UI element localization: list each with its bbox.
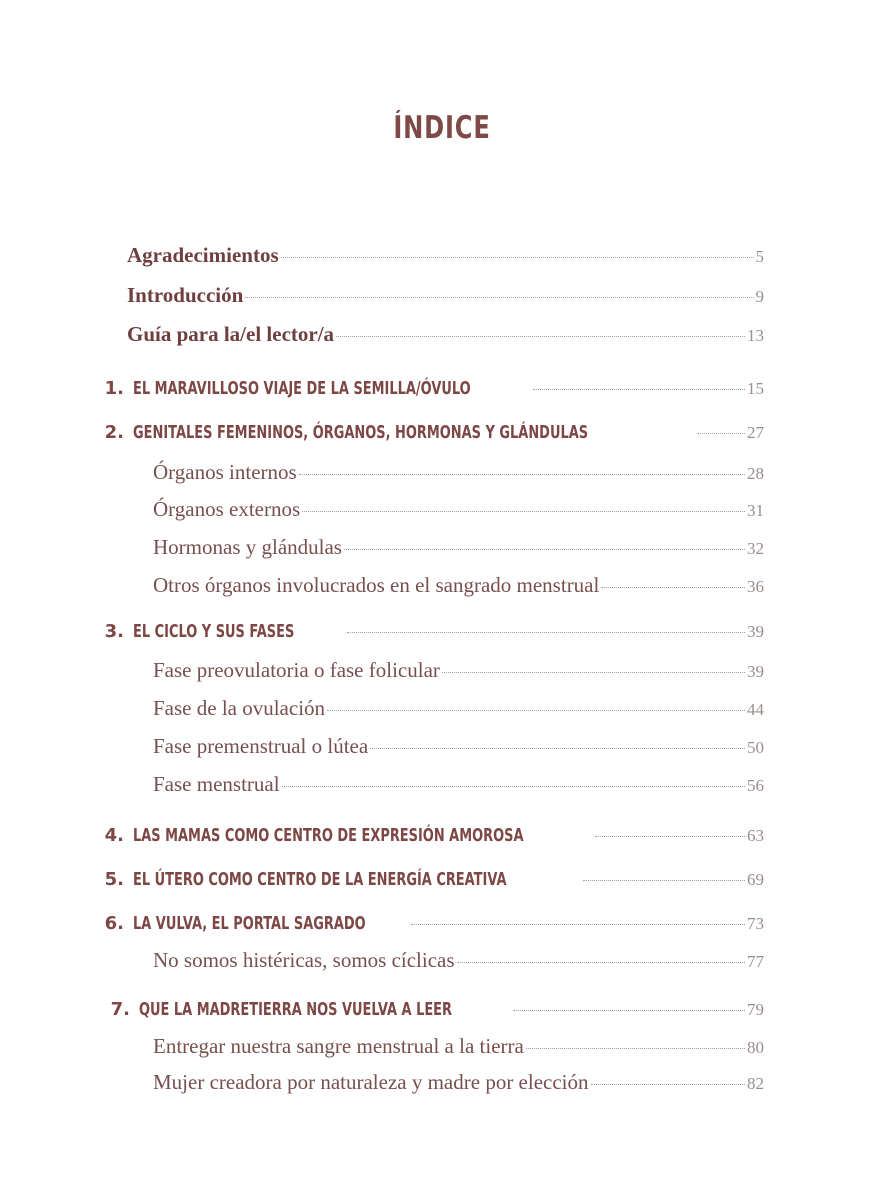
section-title: Órganos externos [153, 497, 301, 521]
dot-leader [526, 1048, 745, 1049]
toc-page-number: 27 [747, 423, 764, 442]
toc-page-number: 73 [747, 914, 764, 933]
dot-leader [595, 836, 745, 837]
toc-section[interactable] [0, 772, 884, 806]
toc-entry-guia[interactable] [0, 322, 884, 356]
toc-section[interactable] [0, 658, 884, 692]
toc-page-number: 5 [755, 247, 764, 266]
toc-section[interactable] [0, 497, 884, 531]
chapter-title: EL MARAVILLOSO VIAJE DE LA SEMILLA/ÓVULO [133, 378, 471, 399]
toc-page-number: 50 [747, 738, 764, 757]
toc-page-number: 79 [747, 1000, 764, 1019]
chapter-number: 7. [110, 999, 130, 1020]
section-title: Fase preovulatoria o fase folicular [153, 658, 440, 682]
chapter-title: GENITALES FEMENINOS, ÓRGANOS, HORMONAS Y GLÁNDULAS [133, 422, 589, 443]
section-title: Órganos internos [153, 460, 297, 484]
toc-page-number: 39 [747, 622, 764, 641]
toc-section[interactable] [0, 460, 884, 494]
toc-page-number: 28 [747, 464, 764, 483]
dot-leader [299, 474, 745, 475]
toc-section[interactable] [0, 535, 884, 569]
section-title: Entregar nuestra sangre menstrual a la tierra [153, 1034, 524, 1058]
toc-entry-label: Introducción [127, 283, 244, 307]
section-title: No somos histéricas, somos cíclicas [153, 948, 455, 972]
chapter-title: EL CICLO Y SUS FASES [133, 621, 295, 642]
toc-page-number: 80 [747, 1038, 764, 1057]
toc-page-number: 63 [747, 826, 764, 845]
dot-leader [302, 511, 745, 512]
toc-entry-introduccion[interactable] [0, 283, 884, 317]
dot-leader [344, 549, 745, 550]
chapter-title: LAS MAMAS COMO CENTRO DE EXPRESIÓN AMOROSA [133, 825, 524, 846]
section-title: Fase premenstrual o lútea [153, 734, 369, 758]
toc-page-number: 77 [747, 952, 764, 971]
section-title: Fase de la ovulación [153, 696, 326, 720]
toc-entry-label: Agradecimientos [127, 243, 279, 267]
toc-section[interactable] [0, 948, 884, 982]
dot-leader [601, 587, 745, 588]
toc-page-number: 69 [747, 870, 764, 889]
dot-leader [513, 1010, 745, 1011]
toc-page-number: 82 [747, 1074, 764, 1093]
toc-chapter-2[interactable] [0, 422, 884, 456]
dot-leader [347, 632, 745, 633]
dot-leader [457, 962, 745, 963]
chapter-number: 2. [104, 422, 124, 443]
section-title: Fase menstrual [153, 772, 280, 796]
dot-leader [583, 880, 745, 881]
section-title: Otros órganos involucrados en el sangrado menstrual [153, 573, 600, 597]
dot-leader [411, 924, 745, 925]
toc-page-number: 44 [747, 700, 764, 719]
dot-leader [327, 710, 745, 711]
section-title: Mujer creadora por naturaleza y madre por elección [153, 1070, 589, 1094]
toc-page-number: 39 [747, 662, 764, 681]
dot-leader [245, 297, 753, 298]
toc-entry-label: Guía para la/el lector/a [127, 322, 335, 346]
chapter-number: 1. [104, 378, 124, 399]
toc-chapter-7[interactable] [0, 999, 884, 1033]
dot-leader [697, 433, 745, 434]
toc-entry-agradecimientos[interactable] [0, 243, 884, 277]
toc-chapter-1[interactable] [0, 378, 884, 412]
toc-page-number: 32 [747, 539, 764, 558]
chapter-number: 4. [104, 825, 124, 846]
chapter-number: 3. [104, 621, 124, 642]
toc-section[interactable] [0, 734, 884, 768]
dot-leader [336, 336, 745, 337]
chapter-title: QUE LA MADRETIERRA NOS VUELVA A LEER [139, 999, 453, 1020]
dot-leader [282, 786, 745, 787]
dot-leader [370, 748, 745, 749]
page-title: ÍNDICE [393, 110, 491, 146]
toc-section[interactable] [0, 573, 884, 607]
toc-page-number: 13 [747, 326, 764, 345]
toc-chapter-5[interactable] [0, 869, 884, 903]
chapter-title: LA VULVA, EL PORTAL SAGRADO [133, 913, 366, 934]
toc-section[interactable] [0, 1034, 884, 1068]
dot-leader [591, 1084, 745, 1085]
chapter-title: EL ÚTERO COMO CENTRO DE LA ENERGÍA CREATIVA [133, 869, 507, 890]
toc-chapter-6[interactable] [0, 913, 884, 947]
toc-chapter-3[interactable] [0, 621, 884, 655]
section-title: Hormonas y glándulas [153, 535, 342, 559]
toc-page-number: 9 [755, 287, 764, 306]
toc-page-number: 36 [747, 577, 764, 596]
chapter-number: 6. [104, 913, 124, 934]
dot-leader [281, 257, 754, 258]
toc-section[interactable] [0, 1070, 884, 1104]
toc-page-number: 15 [747, 379, 764, 398]
toc-section[interactable] [0, 696, 884, 730]
dot-leader [533, 389, 745, 390]
toc-chapter-4[interactable] [0, 825, 884, 859]
toc-page-number: 31 [747, 501, 764, 520]
chapter-number: 5. [104, 869, 124, 890]
toc-page-number: 56 [747, 776, 764, 795]
dot-leader [442, 672, 745, 673]
